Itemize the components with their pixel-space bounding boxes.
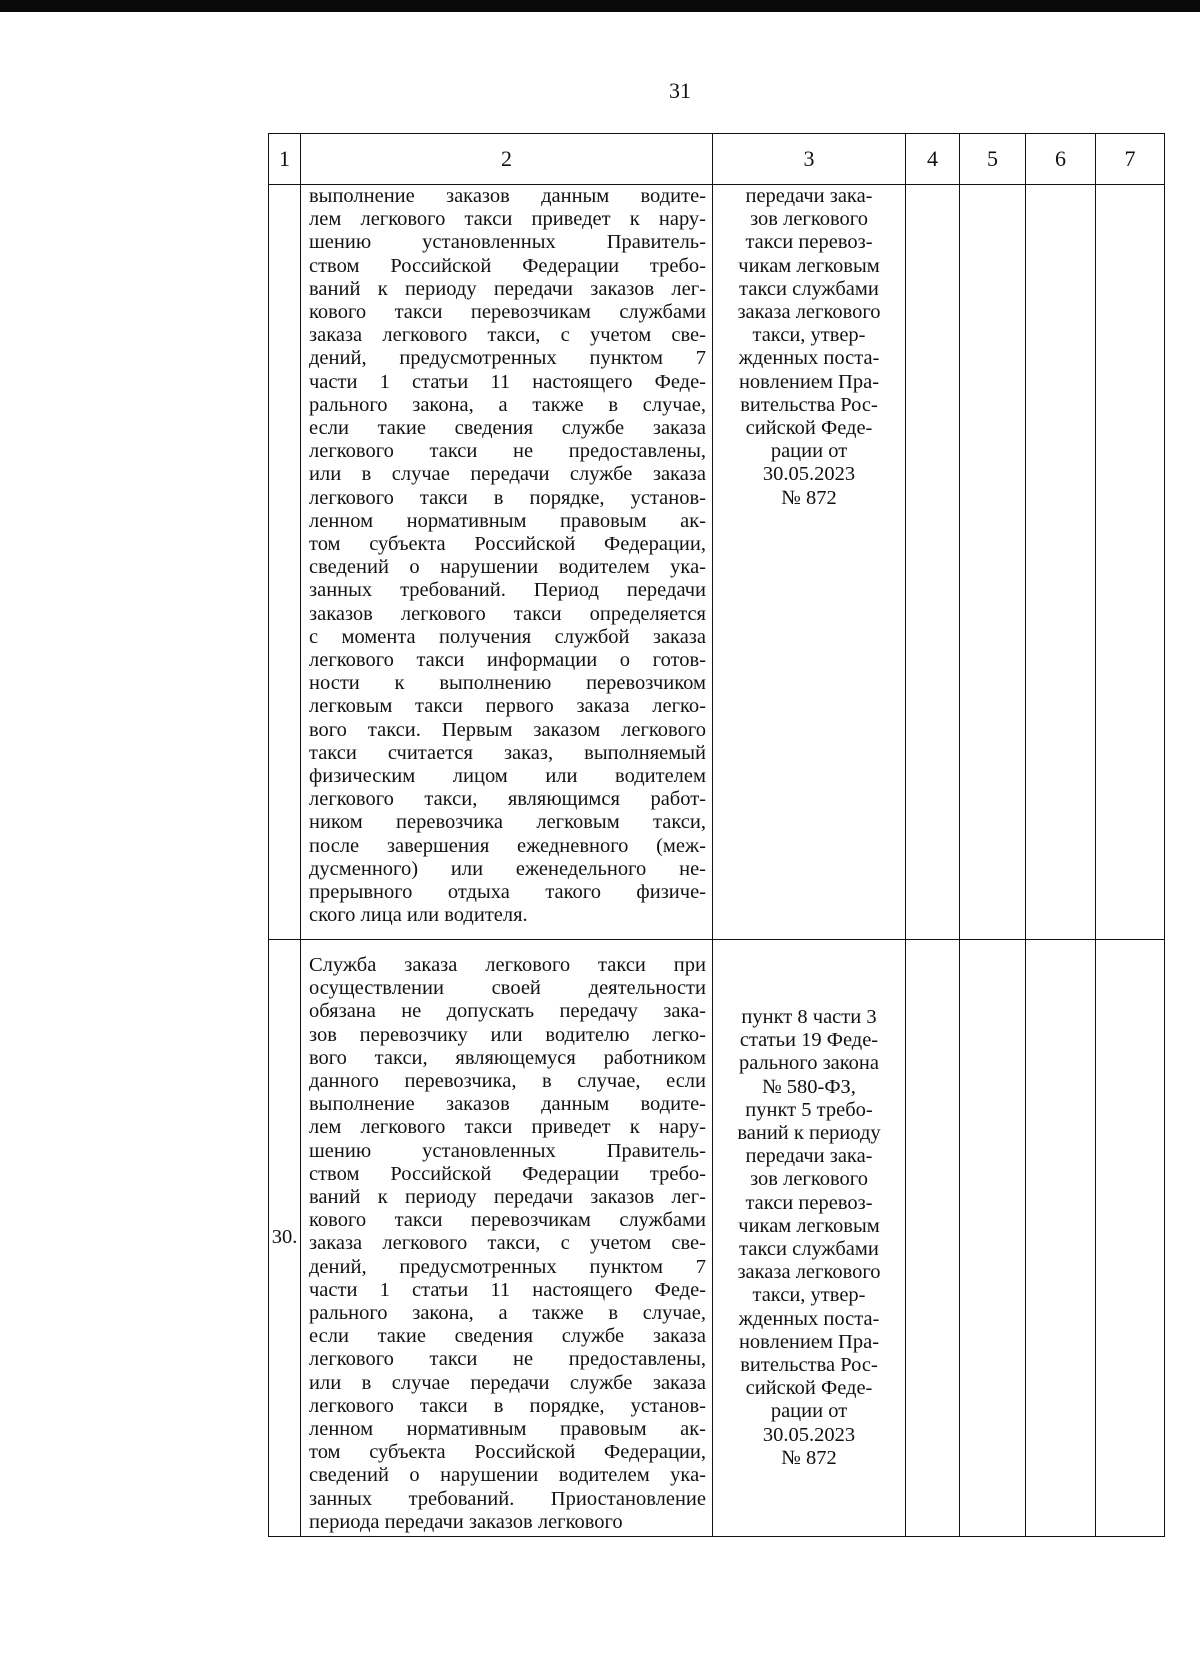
empty-cell xyxy=(1096,185,1165,940)
text-line: вого такси. Первым заказом легкового xyxy=(309,718,706,741)
header-col-3: 3 xyxy=(713,134,906,185)
empty-cell xyxy=(1096,940,1165,1537)
text-line: Служба заказа легкового такси при xyxy=(309,954,706,976)
text-line: такси службами xyxy=(739,277,879,300)
empty-cell xyxy=(906,940,960,1537)
header-row xyxy=(269,134,1165,185)
text-line: легкового такси, являющимся работ- xyxy=(309,788,706,811)
text-line: рального закона, а также в случае, xyxy=(309,393,706,416)
text-line: такси перевоз- xyxy=(745,1191,873,1214)
text-line: занных требований. Приостановление xyxy=(309,1487,706,1510)
text-line: дений, предусмотренных пунктом 7 xyxy=(309,1255,706,1278)
text-line: с момента получения службой заказа xyxy=(309,625,706,648)
text-line: 30.05.2023 xyxy=(762,1423,856,1446)
text-line: статьи 19 Феде- xyxy=(739,1029,879,1052)
requirement-text xyxy=(301,185,713,940)
header-col-1: 1 xyxy=(269,134,301,185)
text-line: обязана не допускать передачу зака- xyxy=(309,1000,706,1023)
text-line: легковым такси первого заказа легко- xyxy=(309,695,706,718)
text-line: если такие сведения службе заказа xyxy=(309,417,706,440)
text-line: чикам легковым xyxy=(738,254,880,277)
text-line: ленном нормативным правовым ак- xyxy=(309,509,706,532)
text-line: пункт 8 части 3 xyxy=(741,1006,877,1028)
row-number xyxy=(269,185,301,940)
text-line: если такие сведения службе заказа xyxy=(309,1325,706,1348)
text-line: вительства Рос- xyxy=(740,1354,878,1377)
requirements-table xyxy=(268,133,1165,1537)
text-line: 30.05.2023 xyxy=(762,463,856,486)
text-line: ленном нормативным правовым ак- xyxy=(309,1418,706,1441)
text-line: легкового такси не предоставлены, xyxy=(309,1348,706,1371)
text-line: части 1 статьи 11 настоящего Феде- xyxy=(309,370,706,393)
text-line: новлением Пра- xyxy=(738,1330,880,1353)
text-line: том субъекта Российской Федерации, xyxy=(309,533,706,556)
text-line: физическим лицом или водителем xyxy=(309,765,706,788)
text-line: заказа легкового xyxy=(737,301,881,324)
text-line: вого такси, являющемуся работником xyxy=(309,1046,706,1069)
text-line: пункт 5 требо- xyxy=(745,1098,873,1121)
text-line: сведений о нарушении водителем ука- xyxy=(309,1464,706,1487)
empty-cell xyxy=(906,185,960,940)
text-line: вительства Рос- xyxy=(740,393,878,416)
empty-cell xyxy=(960,185,1026,940)
text-line: кового такси перевозчикам службами xyxy=(309,1209,706,1232)
text-line: дений, предусмотренных пунктом 7 xyxy=(309,347,706,370)
header-col-4: 4 xyxy=(906,134,960,185)
header-col-6: 6 xyxy=(1026,134,1096,185)
text-line: сведений о нарушении водителем ука- xyxy=(309,556,706,579)
text-line: лем легкового такси приведет к нару- xyxy=(309,208,706,231)
text-line: зов легкового xyxy=(750,1168,868,1191)
text-line: чикам легковым xyxy=(738,1214,880,1237)
text-line: том субъекта Российской Федерации, xyxy=(309,1441,706,1464)
text-line: периода передачи заказов легкового xyxy=(309,1510,623,1533)
text-line: передачи зака- xyxy=(745,185,873,207)
table-row xyxy=(269,185,1165,940)
empty-cell xyxy=(1026,185,1096,940)
text-line: передачи зака- xyxy=(745,1145,873,1168)
text-line: заказа легкового xyxy=(737,1261,881,1284)
text-line: новлением Пра- xyxy=(738,370,880,393)
text-line: № 872 xyxy=(781,1446,837,1469)
text-line: рации от xyxy=(770,440,848,463)
legal-basis-text xyxy=(713,940,906,1537)
text-line: кового такси перевозчикам службами xyxy=(309,301,706,324)
text-line: такси службами xyxy=(739,1238,879,1261)
text-line: легкового такси в порядке, установ- xyxy=(309,486,706,509)
text-line: легкового такси в порядке, установ- xyxy=(309,1394,706,1417)
text-line: ваний к периоду xyxy=(737,1122,881,1145)
text-line: сийской Феде- xyxy=(745,1377,873,1400)
text-line: части 1 статьи 11 настоящего Феде- xyxy=(309,1278,706,1301)
page-number: 31 xyxy=(669,78,691,103)
text-line: № 872 xyxy=(781,486,837,509)
requirement-text xyxy=(301,940,713,1537)
text-line: шению установленных Правитель- xyxy=(309,231,706,254)
text-line: ваний к периоду передачи заказов лег- xyxy=(309,277,706,300)
text-line: № 580-ФЗ, xyxy=(762,1075,856,1098)
text-line: такси, утвер- xyxy=(752,1284,866,1307)
text-line: ником перевозчика легковым такси, xyxy=(309,811,706,834)
header-col-5: 5 xyxy=(960,134,1026,185)
text-line: дусменного) или еженедельного не- xyxy=(309,857,706,880)
text-line: сийской Феде- xyxy=(745,417,873,440)
text-line: зов легкового xyxy=(750,208,868,231)
text-line: жденных поста- xyxy=(738,347,880,370)
text-line: ваний к периоду передачи заказов лег- xyxy=(309,1186,706,1209)
text-line: рации от xyxy=(770,1400,848,1423)
text-line: прерывного отдыха такого физиче- xyxy=(309,881,706,904)
text-line: или в случае передачи службе заказа xyxy=(309,463,706,486)
text-line: жденных поста- xyxy=(738,1307,880,1330)
text-line: лем легкового такси приведет к нару- xyxy=(309,1116,706,1139)
text-line: такси перевоз- xyxy=(745,231,873,254)
text-line: ского лица или водителя. xyxy=(309,904,528,927)
text-line: ности к выполнению перевозчиком xyxy=(309,672,706,695)
empty-cell xyxy=(960,940,1026,1537)
text-line: ством Российской Федерации требо- xyxy=(309,1162,706,1185)
empty-cell xyxy=(1026,940,1096,1537)
table-row xyxy=(269,940,1165,1537)
text-line: легкового такси информации о готов- xyxy=(309,649,706,672)
text-line: ством Российской Федерации требо- xyxy=(309,254,706,277)
text-line: зов перевозчику или водителю легко- xyxy=(309,1023,706,1046)
text-line: такси считается заказ, выполняемый xyxy=(309,741,706,764)
text-line: после завершения ежедневного (меж- xyxy=(309,834,706,857)
text-line: рального закона xyxy=(738,1052,880,1075)
text-line: выполнение заказов данным водите- xyxy=(309,1093,706,1116)
text-line: заказов легкового такси определяется xyxy=(309,602,706,625)
text-line: осуществлении своей деятельности xyxy=(309,977,706,1000)
text-line: или в случае передачи службе заказа xyxy=(309,1371,706,1394)
scan-edge xyxy=(0,0,1200,12)
text-line: занных требований. Период передачи xyxy=(309,579,706,602)
header-col-7: 7 xyxy=(1096,134,1165,185)
text-line: заказа легкового такси, с учетом све- xyxy=(309,1232,706,1255)
text-line: рального закона, а также в случае, xyxy=(309,1302,706,1325)
text-line: заказа легкового такси, с учетом све- xyxy=(309,324,706,347)
text-line: выполнение заказов данным водите- xyxy=(309,185,706,207)
text-line: легкового такси не предоставлены, xyxy=(309,440,706,463)
row-number: 30. xyxy=(269,940,301,1537)
text-line: шению установленных Правитель- xyxy=(309,1139,706,1162)
header-col-2: 2 xyxy=(301,134,713,185)
legal-basis-text xyxy=(713,185,906,940)
text-line: данного перевозчика, в случае, если xyxy=(309,1070,706,1093)
text-line: такси, утвер- xyxy=(752,324,866,347)
